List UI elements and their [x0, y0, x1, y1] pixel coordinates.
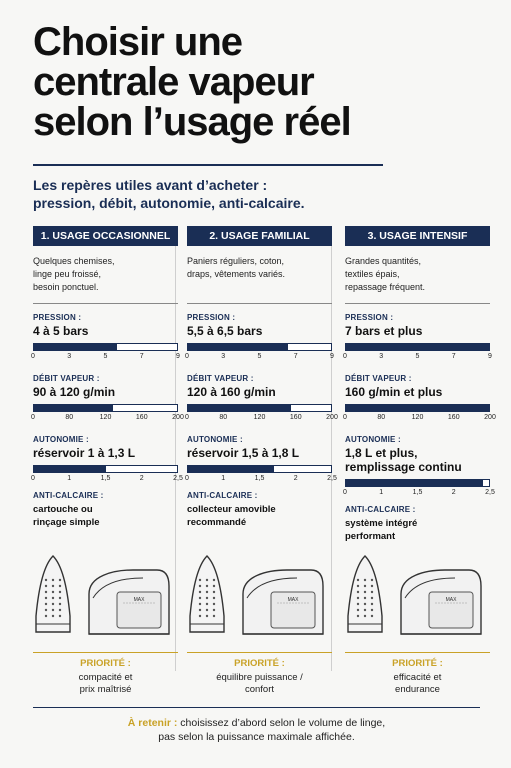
- anticalcaire-label: ANTI-CALCAIRE :: [345, 505, 416, 514]
- column-header: 2. USAGE FAMILIAL: [187, 226, 332, 246]
- tick-label: 200: [484, 414, 496, 421]
- column-header: 3. USAGE INTENSIF: [345, 226, 490, 246]
- tick-label: 120: [99, 414, 112, 421]
- debit-vapeur-bar: [33, 404, 178, 412]
- tick-label: 5: [103, 353, 108, 360]
- tick-label: 80: [219, 414, 228, 421]
- tick-label: 7: [139, 353, 144, 360]
- appliance-illustration: [187, 550, 332, 640]
- tick-label: 7: [451, 353, 456, 360]
- pression-bar: [33, 343, 178, 351]
- tick-label: 2,5: [327, 475, 337, 482]
- svg-text:MAX: MAX: [133, 597, 145, 603]
- priority-label: PRIORITÉ :: [392, 658, 443, 669]
- subtitle: [33, 176, 493, 212]
- iron-icon: [345, 554, 385, 643]
- iron-icon: [187, 554, 227, 643]
- tick-label: 0: [31, 475, 35, 482]
- pression-bar-fill: [346, 344, 489, 350]
- key-takeaway: [33, 716, 480, 744]
- tick-label: 3: [379, 353, 384, 360]
- pression-value: 7 bars et plus: [345, 324, 423, 338]
- tick-label: 160: [289, 414, 302, 421]
- tick-label: 5: [257, 353, 262, 360]
- svg-text:MAX: MAX: [445, 597, 457, 603]
- column-description: Grandes quantités, textiles épais, repassage fréquent.: [345, 256, 426, 292]
- priority-divider: [33, 652, 178, 653]
- pression-bar: [187, 343, 332, 351]
- pression-bar-fill: [34, 344, 117, 350]
- anticalcaire-label: ANTI-CALCAIRE :: [187, 491, 258, 500]
- usage-column-1: [31, 226, 184, 529]
- tick-label: 120: [253, 414, 266, 421]
- debit-vapeur-scale: [343, 414, 496, 426]
- anticalcaire-value: système intégré performant: [345, 518, 418, 542]
- debit-vapeur-bar: [187, 404, 332, 412]
- tick-label: 2,5: [485, 489, 495, 496]
- appliance-illustration: [33, 550, 178, 640]
- tick-label: 2,5: [173, 475, 183, 482]
- column-rule: [187, 303, 332, 304]
- tick-label: 160: [135, 414, 148, 421]
- debit-vapeur-bar: [345, 404, 490, 412]
- tick-label: 9: [330, 353, 334, 360]
- column-description: Quelques chemises, linge peu froissé, besoin ponctuel.: [33, 256, 115, 292]
- tick-label: 1,5: [412, 489, 423, 496]
- autonomie-scale: [343, 489, 495, 501]
- autonomie-value: réservoir 1,5 à 1,8 L: [187, 446, 300, 460]
- subtitle-line-2: pression, débit, autonomie, anti-calcaire.: [33, 195, 305, 211]
- autonomie-label: AUTONOMIE :: [345, 435, 401, 444]
- priority-divider: [187, 652, 332, 653]
- pression-scale: [345, 353, 490, 365]
- priority-text: équilibre puissance / confort: [216, 672, 303, 695]
- debit-vapeur-bar-fill: [34, 405, 113, 411]
- tick-label: 2: [293, 475, 298, 482]
- title-line-1: Choisir une: [33, 20, 243, 64]
- title-divider: [33, 164, 383, 166]
- tick-label: 2: [139, 475, 144, 482]
- tick-label: 1,5: [100, 475, 111, 482]
- title-line-3: selon l’usage réel: [33, 100, 351, 144]
- tick-label: 200: [326, 414, 338, 421]
- autonomie-bar: [187, 465, 332, 473]
- autonomie-value: 1,8 L et plus, remplissage continu: [345, 446, 462, 474]
- steam-station-icon: [83, 564, 173, 645]
- tick-label: 0: [185, 353, 189, 360]
- pression-value: 5,5 à 6,5 bars: [187, 324, 263, 338]
- autonomie-value: réservoir 1 à 1,3 L: [33, 446, 136, 460]
- tick-label: 9: [176, 353, 180, 360]
- debit-vapeur-label: DÉBIT VAPEUR :: [33, 374, 100, 383]
- tick-label: 3: [67, 353, 72, 360]
- priority-label: PRIORITÉ :: [80, 658, 131, 669]
- debit-vapeur-bar-fill: [346, 405, 489, 411]
- priority-divider: [345, 652, 490, 653]
- column-rule: [33, 303, 178, 304]
- tick-label: 0: [31, 414, 35, 421]
- autonomie-bar: [33, 465, 178, 473]
- tick-label: 0: [343, 414, 347, 421]
- debit-vapeur-value: 90 à 120 g/min: [33, 385, 116, 399]
- title-line-2: centrale vapeur: [33, 60, 314, 104]
- autonomie-scale: [185, 475, 337, 487]
- column-description: Paniers réguliers, coton, draps, vêtements variés.: [187, 256, 286, 279]
- tick-label: 7: [293, 353, 298, 360]
- tick-label: 120: [411, 414, 424, 421]
- pression-scale: [33, 353, 178, 365]
- svg-text:MAX: MAX: [287, 597, 299, 603]
- debit-vapeur-value: 160 g/min et plus: [345, 385, 443, 399]
- debit-vapeur-bar-fill: [188, 405, 291, 411]
- debit-vapeur-scale: [31, 414, 184, 426]
- column-rule: [345, 303, 490, 304]
- tick-label: 1,5: [254, 475, 265, 482]
- usage-column-2: [185, 226, 338, 529]
- pression-label: PRESSION :: [33, 313, 82, 322]
- anticalcaire-label: ANTI-CALCAIRE :: [33, 491, 104, 500]
- tick-label: 0: [343, 353, 347, 360]
- tick-label: 0: [343, 489, 347, 496]
- priority-text: efficacité et endurance: [393, 672, 442, 695]
- takeaway-line-2: pas selon la puissance maximale affichée.: [158, 731, 355, 743]
- tick-label: 0: [185, 414, 189, 421]
- autonomie-bar-fill: [346, 480, 483, 486]
- pression-value: 4 à 5 bars: [33, 324, 89, 338]
- steam-station-icon: [237, 564, 327, 645]
- tick-label: 2: [451, 489, 456, 496]
- autonomie-label: AUTONOMIE :: [33, 435, 89, 444]
- page-title: [33, 22, 493, 142]
- iron-icon: [33, 554, 73, 643]
- autonomie-bar-fill: [34, 466, 106, 472]
- usage-column-3: [343, 226, 496, 543]
- autonomie-bar-fill: [188, 466, 274, 472]
- pression-scale: [187, 353, 332, 365]
- priority-label: PRIORITÉ :: [234, 658, 285, 669]
- footer-divider: [33, 707, 480, 708]
- steam-station-icon: [395, 564, 485, 645]
- tick-label: 9: [488, 353, 492, 360]
- pression-label: PRESSION :: [345, 313, 394, 322]
- appliance-illustration: [345, 550, 490, 640]
- debit-vapeur-label: DÉBIT VAPEUR :: [187, 374, 254, 383]
- autonomie-bar: [345, 479, 490, 487]
- tick-label: 3: [221, 353, 226, 360]
- anticalcaire-value: collecteur amovible recommandé: [187, 504, 276, 528]
- tick-label: 5: [415, 353, 420, 360]
- tick-label: 1: [67, 475, 72, 482]
- tick-label: 80: [65, 414, 74, 421]
- autonomie-scale: [31, 475, 183, 487]
- debit-vapeur-value: 120 à 160 g/min: [187, 385, 276, 399]
- tick-label: 1: [221, 475, 226, 482]
- tick-label: 0: [185, 475, 189, 482]
- anticalcaire-value: cartouche ou rinçage simple: [33, 504, 100, 528]
- tick-label: 0: [31, 353, 35, 360]
- takeaway-line-1: choisissez d’abord selon le volume de linge,: [177, 717, 386, 729]
- subtitle-line-1: Les repères utiles avant d’acheter :: [33, 177, 268, 193]
- pression-label: PRESSION :: [187, 313, 236, 322]
- debit-vapeur-label: DÉBIT VAPEUR :: [345, 374, 412, 383]
- debit-vapeur-scale: [185, 414, 338, 426]
- tick-label: 160: [447, 414, 460, 421]
- priority-text: compacité et prix maîtrisé: [78, 672, 133, 695]
- tick-label: 80: [377, 414, 386, 421]
- takeaway-label: À retenir :: [127, 717, 178, 729]
- autonomie-label: AUTONOMIE :: [187, 435, 243, 444]
- tick-label: 200: [172, 414, 184, 421]
- pression-bar-fill: [188, 344, 288, 350]
- column-header: 1. USAGE OCCASIONNEL: [33, 226, 178, 246]
- pression-bar: [345, 343, 490, 351]
- tick-label: 1: [379, 489, 384, 496]
